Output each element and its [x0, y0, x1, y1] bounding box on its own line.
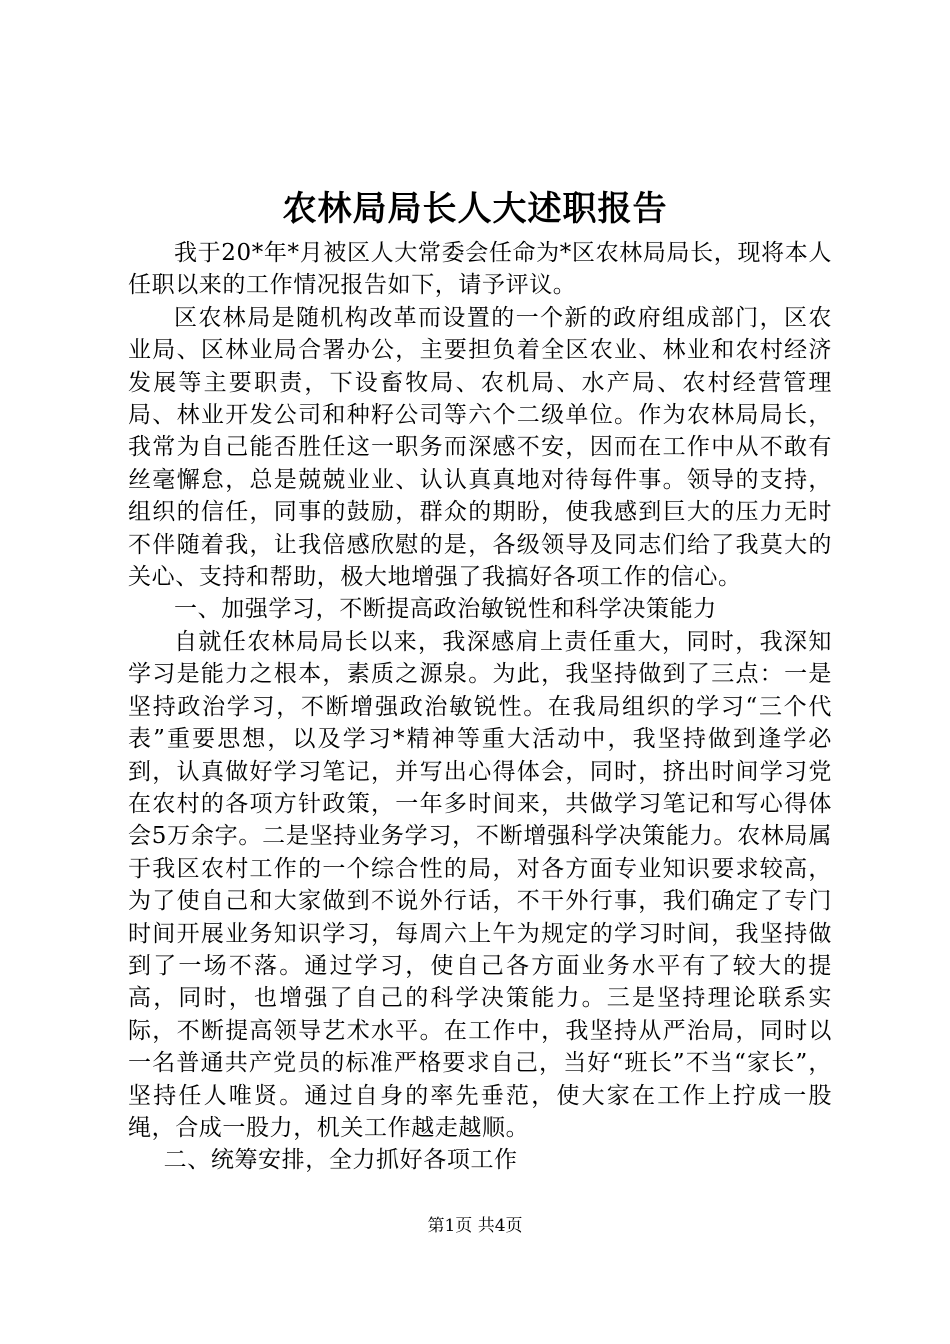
- page-number-footer: 第1页 共4页: [427, 1216, 523, 1236]
- document-title: 农林局局长人大述职报告: [282, 189, 668, 229]
- paragraph-study: 自就任农林局局长以来，我深感肩上责任重大，同时，我深知学习是能力之根本，素质之源泉。为此，我坚持做到了三点：一是坚持政治学习，不断增强政治敏锐性。在我局组织的学习“三个代表”重要思想，以及学习*精神等重大活动中，我坚持做到逢学必到，认真做好学习笔记，并写出心得体会，同时，挤出时间学习党在农村的各项方针政策，一年多时间来，共做学习笔记和写心得体会5万余字。二是坚持业务学习，不断增强科学决策能力。农林局属于我区农村工作的一个综合性的局，对各方面专业知识要求较高，为了使自己和大家做到不说外行话，不干外行事，我们确定了专门时间开展业务知识学习，每周六上午为规定的学习时间，我坚持做到了一场不落。通过学习，使自己各方面业务水平有了较大的提高，同时，也增强了自己的科学决策能力。三是坚持理论联系实际，不断提高领导艺术水平。在工作中，我坚持从严治局，同时以一名普通共产党员的标准严格要求自己，当好“班长”不当“家长”，坚持任人唯贤。通过自身的率先垂范，使大家在工作上拧成一股绳，合成一股力，机关工作越走越顺。: [128, 628, 832, 1141]
- section-heading-1: 一、加强学习，不断提高政治敏锐性和科学决策能力: [174, 596, 717, 623]
- paragraph-department-overview: 区农林局是随机构改革而设置的一个新的政府组成部门，区农业局、区林业局合署办公，主要担负着全区农业、林业和农村经济发展等主要职责，下设畜牧局、农机局、水产局、农村经营管理局、林业开发公司和种籽公司等六个二级单位。作为农林局局长，我常为自己能否胜任这一职务而深感不安，因而在工作中从不敢有丝毫懈怠，总是兢兢业业、认认真真地对待每件事。领导的支持，组织的信任，同事的鼓励，群众的期盼，使我感到巨大的压力无时不伴随着我，让我倍感欣慰的是，各级领导及同志们给了我莫大的关心、支持和帮助，极大地增强了我搞好各项工作的信心。: [128, 304, 832, 591]
- section-heading-2: 二、统筹安排，全力抓好各项工作: [163, 1147, 518, 1174]
- paragraph-intro: 我于20*年*月被区人大常委会任命为*区农林局局长，现将本人任职以来的工作情况报告如下，请予评议。: [128, 240, 832, 299]
- document-body: [128, 237, 832, 1177]
